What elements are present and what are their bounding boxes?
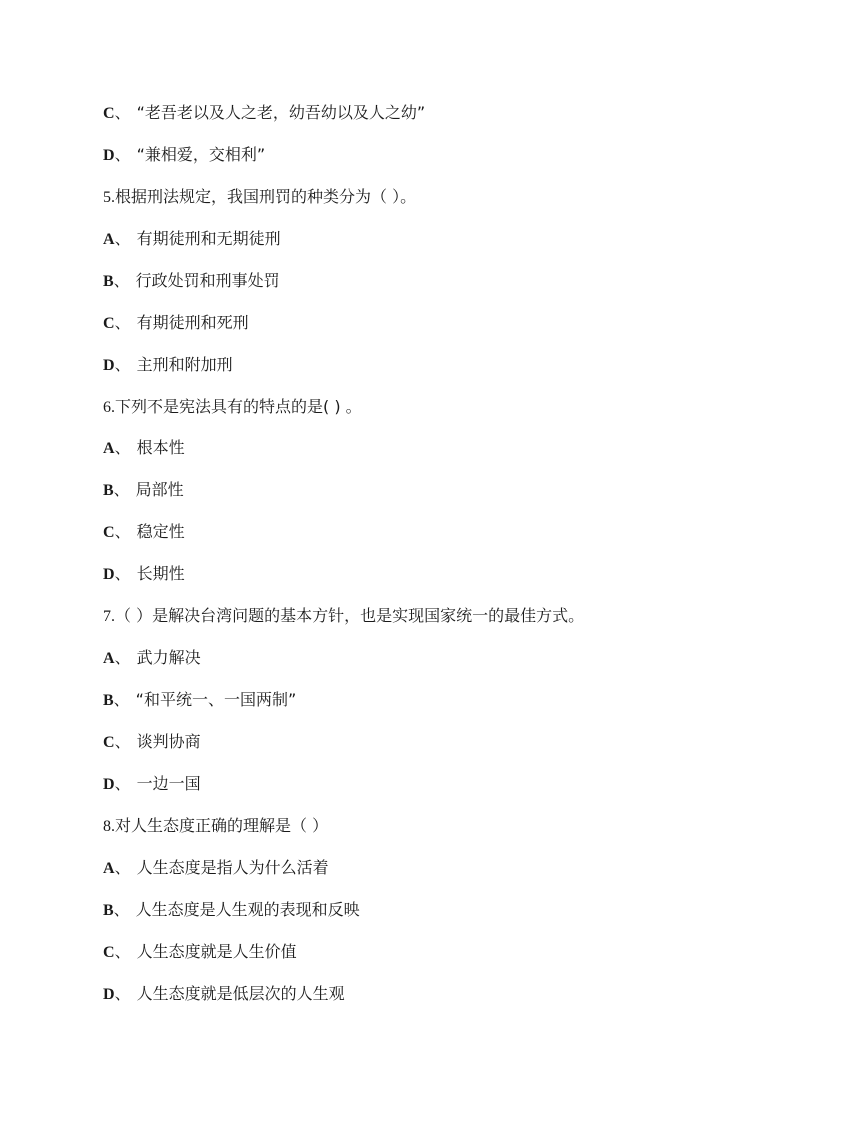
option-text: “兼相爱，交相利”	[136, 145, 266, 164]
option-letter: D	[103, 147, 115, 164]
option-d	[103, 355, 233, 376]
option-separator: 、	[114, 355, 131, 374]
question-number: 5.	[103, 189, 115, 206]
option-separator: 、	[113, 271, 130, 290]
option-b	[103, 271, 280, 292]
option-separator: 、	[114, 522, 131, 541]
option-text: 人生态度是人生观的表现和反映	[135, 900, 360, 919]
option-text: 长期性	[136, 564, 185, 583]
option-separator: 、	[113, 480, 130, 499]
question-number: 8.	[103, 818, 115, 835]
question-text: 对人生态度正确的理解是（ ）	[115, 816, 329, 835]
option-separator: 、	[114, 648, 131, 667]
option-separator: 、	[114, 984, 131, 1003]
option-c	[103, 522, 185, 543]
option-text: 有期徒刑和无期徒刑	[136, 229, 281, 248]
question-number: 6.	[103, 399, 115, 416]
option-letter: C	[103, 105, 115, 122]
option-separator: 、	[114, 103, 131, 122]
question-7	[103, 606, 584, 627]
question-5	[103, 187, 416, 208]
option-separator: 、	[114, 229, 131, 248]
option-text: 主刑和附加刑	[136, 355, 233, 374]
option-letter: C	[103, 944, 115, 961]
option-letter: C	[103, 734, 115, 751]
option-text: 谈判协商	[136, 732, 201, 751]
option-letter: A	[103, 650, 115, 667]
option-text: 根本性	[136, 438, 185, 457]
option-text: “老吾老以及人之老，幼吾幼以及人之幼”	[136, 103, 426, 122]
option-c	[103, 942, 297, 963]
question-8	[103, 816, 328, 837]
option-text: 人生态度就是人生价值	[136, 942, 297, 961]
option-a	[103, 438, 185, 459]
option-c	[103, 732, 201, 753]
option-a	[103, 648, 201, 669]
option-letter: A	[103, 860, 115, 877]
option-letter: B	[103, 902, 114, 919]
option-letter: A	[103, 231, 115, 248]
option-letter: D	[103, 566, 115, 583]
option-d	[103, 984, 345, 1005]
option-separator: 、	[114, 438, 131, 457]
option-a	[103, 858, 329, 879]
option-text: “和平统一、一国两制”	[135, 690, 297, 709]
option-b	[103, 480, 184, 501]
option-letter: A	[103, 440, 115, 457]
option-text: 有期徒刑和死刑	[136, 313, 249, 332]
option-d	[103, 564, 185, 585]
option-c	[103, 313, 249, 334]
option-letter: D	[103, 986, 115, 1003]
question-number: 7.	[103, 608, 115, 625]
option-separator: 、	[114, 564, 131, 583]
option-text: 人生态度是指人为什么活着	[136, 858, 329, 877]
option-letter: B	[103, 482, 114, 499]
option-b	[103, 900, 360, 921]
question-text: （ ）是解决台湾问题的基本方针，也是实现国家统一的最佳方式。	[115, 606, 585, 625]
option-separator: 、	[113, 690, 130, 709]
option-separator: 、	[114, 732, 131, 751]
option-d	[103, 774, 201, 795]
option-separator: 、	[114, 942, 131, 961]
option-separator: 、	[114, 774, 131, 793]
question-text: 下列不是宪法具有的特点的是( ) 。	[115, 397, 362, 416]
option-text: 武力解决	[136, 648, 201, 667]
question-text: 根据刑法规定，我国刑罚的种类分为（ ）。	[115, 187, 417, 206]
option-b	[103, 690, 296, 711]
question-6	[103, 397, 362, 418]
option-separator: 、	[114, 313, 131, 332]
option-d	[103, 145, 265, 166]
option-a	[103, 229, 281, 250]
option-letter: C	[103, 524, 115, 541]
option-text: 局部性	[135, 480, 184, 499]
option-text: 一边一国	[136, 774, 201, 793]
option-separator: 、	[114, 858, 131, 877]
option-letter: C	[103, 315, 115, 332]
option-letter: B	[103, 692, 114, 709]
option-letter: D	[103, 357, 115, 374]
option-text: 稳定性	[136, 522, 185, 541]
option-letter: B	[103, 273, 114, 290]
option-text: 行政处罚和刑事处罚	[135, 271, 280, 290]
option-text: 人生态度就是低层次的人生观	[136, 984, 345, 1003]
option-separator: 、	[113, 900, 130, 919]
option-c	[103, 103, 425, 124]
option-letter: D	[103, 776, 115, 793]
option-separator: 、	[114, 145, 131, 164]
